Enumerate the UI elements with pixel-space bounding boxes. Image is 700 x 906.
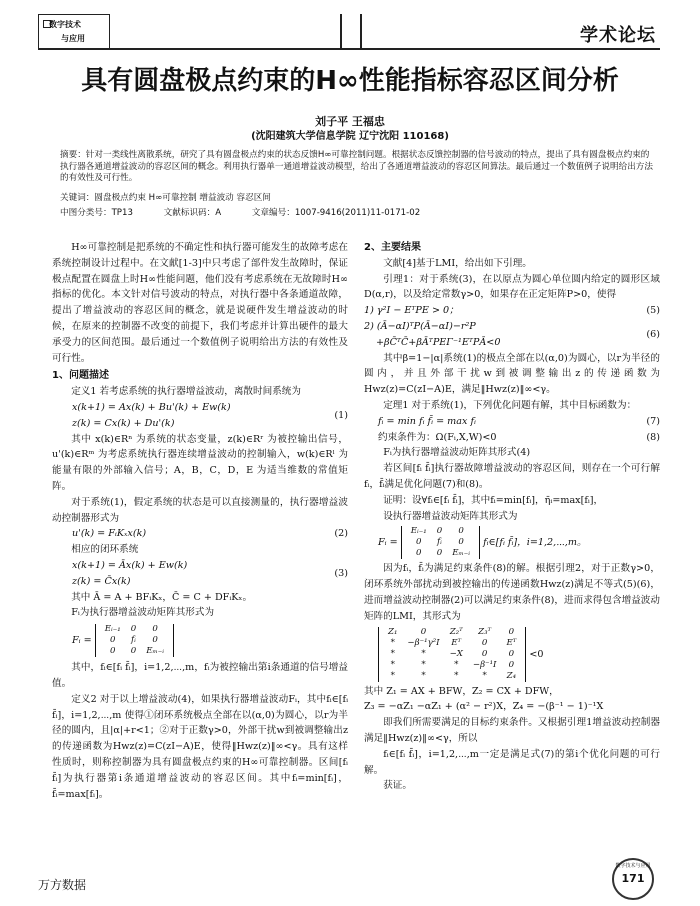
proof-start: 证明：设∀fᵢ∈[fᵢ f̄ᵢ]，其中fᵢ=min[fᵢ]，η̄ᵢ=max[fᵢ]，: [383, 494, 604, 506]
paragraph-fi-range: 其中，fᵢ∈[fᵢ f̄ᵢ]，i=1,2,⋯,m，fᵢ为被控输出第i条通道的信号增益值。: [52, 662, 348, 689]
paragraph-z1: 其中 Z₁ = AX + BFW，Z₂ = CX + DFW，: [364, 685, 559, 697]
keywords: 关键词：圆盘极点约束 H∞可靠控制 增益波动 容忍区间: [60, 193, 271, 203]
eq7-body: fᵢ = min fᵢ f̄ᵢ = max fᵢ: [378, 415, 476, 427]
fi-matrix-right-cell: 0: [416, 548, 422, 559]
paragraph-because: 因为fᵢ，f̄ᵢ为满足约束条件(8)的解。根据引理2，对于正数γ>0，闭环系统外部扰动到被控输出的传递函数Hwz(z)满足不等式(5)(6)，进而增益波动控制器(2)可以满足约束条件(8)，进而求得包含增益波动矩阵的LMI，其形式为: [364, 563, 660, 622]
stamp-text: 数字技术与应用: [615, 863, 651, 869]
fi-matrix-block: [52, 621, 348, 660]
eq8-body: 约束条件为：Ω(Fᵢ,X,W)<0: [378, 431, 497, 443]
classification-line: [60, 206, 655, 218]
eq3-number: (3): [334, 567, 348, 579]
definition-2: 定义2 对于以上增益波动(4)，如果执行器增益波动Fᵢ，其中fᵢ∈[fᵢ f̄ᵢ]，i=1,2,⋯,m 使得①闭环系统极点全部在以(α,0)为圆心，以r为半径的圆内，且|α|+r<1；②对于正数γ>0，外部干扰w到被调整输出z的传递函数为Hwz(z)=C(zI−A)E，使得‖Hwz(z)‖∞<γ。具有这样性质时，则称控制器为具有圆盘极点约束的H∞可靠控制器。区间[fᵢ f̄ᵢ]为执行器第i条通道增益波动的容忍区间。其中fᵢ=min[fᵢ]，f̄ᵢ=max[fᵢ]。: [52, 693, 348, 800]
paragraph-lemma-final: 即我们所需要满足的目标约束条件。又根据引理1增益波动控制器满足‖Hwz(z)‖∞<γ，所以: [364, 717, 660, 744]
lmi-matrix: [378, 627, 526, 682]
source-watermark: 万方数据: [38, 878, 87, 892]
paragraph-controller: 对于系统(1)，假定系统的状态是可以直接测量的，执行器增益波动控制器形式为: [52, 496, 348, 524]
paragraph-z3: Z₃ = −αZ₁ −αZ₁ + (α² − r²)X，Z₄ = −(β⁻¹ − 1)⁻¹X: [364, 701, 604, 713]
left-column: [52, 240, 348, 802]
logo-line1: 数字技术: [49, 20, 81, 29]
lmi-matrix-cell: −β⁻¹γ²I: [407, 637, 440, 648]
fi-label-right: Fᵢ =: [378, 537, 398, 549]
eq5-number: (5): [646, 305, 660, 317]
equation-6: [364, 319, 660, 351]
lemma-1: 引理1：对于系统(3)，在以原点为圆心单位圆内给定的圆形区域D(α,r)，以及给定常数γ>0，如果存在正定矩阵P>0，使得: [364, 273, 660, 301]
logo-line2: 与应用: [61, 34, 85, 43]
fi-matrix: [95, 624, 174, 657]
intro-paragraph: H∞可靠控制是把系统的不确定性和执行器可能发生的故障考虑在系统控制设计过程中。在文献[1-3]中只考虑了部件发生故障时，保证极点配置在圆盘上时H∞性能问题，他们没有考虑系统在无故障时H∞指标的优化。本文针对信号波动的特点，对执行器中各条通道故障，提出了增益波动的容忍区间的概念，就是说硬件发生增益波动的时候，在原来的控制器不改变的前提下，我们考虑并计算出硬件的最大承受力的区间范围。最后通过一个数值例子说明给出方法的有效性及可行性。: [52, 242, 348, 364]
fi-matrix-cell: 0: [152, 635, 158, 646]
heading-problem: 1、问题描述: [52, 370, 109, 382]
lmi-matrix-cell: 0: [481, 648, 488, 659]
journal-logo: [38, 14, 110, 50]
fi-matrix-right-cell: fᵢ: [437, 537, 442, 548]
affiliation: (沈阳建筑大学信息学院 辽宁沈阳 110168): [251, 131, 449, 142]
fi-matrix-right-cell: 0: [436, 548, 443, 559]
lmi-matrix-cell: *: [454, 670, 459, 681]
lmi-matrix-cell: 0: [508, 626, 515, 637]
doc-code: 文献标识码：A: [163, 208, 222, 218]
fi-matrix-cell: 0: [152, 624, 158, 635]
fi-matrix-cell: Eᵢ₋₁: [104, 624, 121, 635]
lmi-matrix-cell: Z₁: [388, 626, 398, 637]
lmi-matrix-cell: 0: [508, 648, 515, 659]
lmi-matrix-cell: Z₄: [506, 670, 517, 681]
fi-range-right: fᵢ∈[fᵢ f̄ᵢ]，i=1,2,⋯,m。: [483, 537, 587, 549]
fi-matrix-right-cell: Eₘ₋ᵢ: [452, 548, 471, 559]
lmi-matrix-cell: *: [390, 659, 395, 670]
lmi-matrix-cell: *: [421, 648, 426, 659]
paragraph-interval: 若区间[fᵢ f̄ᵢ]执行器故障增益波动的容忍区间，则存在一个可行解fᵢ，f̄ᵢ满足优化问题(7)和(8)。: [364, 463, 660, 490]
heading-main-results: 2、主要结果: [364, 242, 421, 253]
lmi-matrix-cell: *: [482, 670, 487, 681]
fi-matrix-right-cell: 0: [436, 526, 443, 537]
eq6-number: (6): [646, 328, 660, 340]
lmi-matrix-cell: Z₃ᵀ: [478, 626, 492, 637]
lmi-matrix-cell: Eᵀ: [451, 637, 462, 648]
equation-8: [364, 430, 660, 446]
paragraph-variables: 其中 x(k)∈Rⁿ 为系统的状态变量，z(k)∈Rʳ 为被控输出信号，u'(k)∈Rᵐ 为考虑系统执行器连续增益波动的控制输入，w(k)∈Rˡ 为能量有限的外部输入信号；A，B，C，D，E 为适当维数的常值矩阵。: [52, 433, 348, 492]
page-title: 具有圆盘极点约束的H∞性能指标容忍区间分析: [81, 66, 619, 96]
fi-matrix-cell: 0: [110, 635, 116, 646]
equation-1: [52, 400, 348, 432]
fi-matrix-right-cell: 0: [416, 537, 422, 548]
paragraph-fi-form-2: 设执行器增益波动矩阵其形式为: [383, 510, 518, 522]
fi-matrix-cell: fᵢ: [131, 635, 136, 646]
lmi-matrix-cell: 0: [420, 626, 427, 637]
eq2-body: u'(k) = FᵢKₓx(k): [72, 528, 147, 540]
lmi-matrix-cell: −β⁻¹I: [472, 659, 497, 670]
lmi-matrix-cell: 0: [481, 637, 488, 648]
lmi-matrix-cell: *: [390, 637, 395, 648]
section-label: 学术论坛: [580, 25, 656, 46]
fi-matrix-cell: 0: [110, 646, 116, 657]
lmi-matrix-cell: −X: [449, 648, 463, 659]
clc-number: 中图分类号：TP13: [60, 208, 133, 218]
authors: 刘子平 王福忠: [315, 115, 385, 128]
abstract: 摘要：针对一类线性离散系统，研究了具有圆盘极点约束的状态反馈H∞可靠控制问题。根据状态反馈控制器的信号波动的特点，提出了具有圆盘极点约束的执行器各通道增益波动的容忍区间的概念。利用执行器单一通道增益波动模型，给出了各通道增益波动的容忍区间算法。最后通过一个数值例子说明给出方法的有效性及可行性。: [60, 150, 653, 184]
paragraph-where: 其中 Ā = A + BFᵢKₓ，C̄ = C + DFᵢKₓ。: [71, 591, 253, 603]
lmi-matrix-cell: *: [421, 659, 426, 670]
paragraph-beta: 其中β=1−|α|系统(1)的极点全部在以(α,0)为圆心，以r为半径的圆内，并且外部干扰w到被调整输出z的传递函数为Hwz(z)=C(zI−A)E，满足‖Hwz(z)‖∞<γ。: [364, 352, 660, 396]
definition-1: 定义1 若考虑系统的执行器增益波动，离散时间系统为: [71, 386, 301, 398]
right-column: [364, 240, 660, 794]
equation-5: [364, 303, 660, 319]
eq2-number: (2): [334, 528, 348, 540]
fi-matrix-block-right: [364, 524, 660, 561]
header-rule: [38, 48, 660, 50]
lmi-matrix-cell: Eᵀ: [506, 637, 517, 648]
fi-matrix-right-cell: 0: [458, 526, 464, 537]
fi-matrix-right-cell: Eᵢ₋₁: [410, 526, 427, 537]
paragraph-fi-matrix: Fᵢ为执行器增益波动矩阵其形式为: [71, 607, 215, 619]
page-number: 171: [621, 872, 645, 885]
lmi-matrix-cell: *: [390, 670, 395, 681]
equation-3: [52, 558, 348, 590]
fi-label: Fᵢ =: [72, 635, 92, 647]
eq1-line-a: x(k+1) = Ax(k) + Bu'(k) + Ew(k): [72, 401, 231, 413]
eq3-line-a: x(k+1) = Āx(k) + Ew(k): [72, 559, 188, 571]
eq6-line-b: +βC̄ᵀC̄+βĀᵀPEΓ⁻¹EᵀPĀ<0: [376, 336, 501, 348]
lmi-matrix-cell: Z₂ᵀ: [449, 626, 463, 637]
lmi-matrix-cell: *: [454, 659, 459, 670]
lmi-block: [364, 625, 660, 684]
fi-matrix-cell: Eₘ₋ᵢ: [146, 646, 165, 657]
theorem-1: 定理1 对于系统(1)，下列优化问题有解，其中目标函数为：: [383, 399, 637, 411]
lmi-matrix-cell: *: [421, 670, 426, 681]
fi-matrix-cell: 0: [130, 624, 137, 635]
eq1-line-b: z(k) = Cx(k) + Du'(k): [72, 417, 175, 429]
paragraph-ref: 文献[4]基于LMI，给出如下引理。: [383, 257, 532, 269]
paragraph-closed-loop: 相应的闭环系统: [71, 544, 139, 556]
eq3-line-b: z(k) = C̄x(k): [72, 575, 131, 587]
lmi-matrix-cell: *: [390, 648, 395, 659]
paragraph-fi-form: Fᵢ为执行器增益波动矩阵其形式(4): [383, 447, 531, 459]
fi-matrix-right-cell: 0: [458, 537, 464, 548]
equation-7: [364, 414, 660, 430]
proof-done: 获证。: [383, 780, 412, 792]
eq5-body: 1) γ²I − EᵀPE > 0；: [364, 305, 459, 317]
page-number-stamp: [612, 858, 654, 900]
equation-2: [52, 526, 348, 542]
eq6-line-a: 2) (Ā−αI)ᵀP(Ā−αI)−r²P: [364, 320, 476, 332]
eq8-number: (8): [646, 431, 660, 443]
fi-matrix-cell: 0: [130, 646, 137, 657]
lmi-matrix-cell: 0: [508, 659, 515, 670]
article-number: 文章编号：1007-9416(2011)11-0171-02: [251, 208, 421, 218]
eq1-number: (1): [334, 409, 348, 421]
eq7-number: (7): [646, 415, 660, 427]
header-divider-bars: [340, 14, 362, 48]
lmi-inequality: <0: [529, 648, 544, 660]
fi-matrix-right: [401, 526, 480, 559]
paragraph-final: fᵢ∈[fᵢ f̄ᵢ]，i=1,2,⋯,m一定是满足式(7)的第i个优化问题的可行解。: [364, 748, 660, 776]
